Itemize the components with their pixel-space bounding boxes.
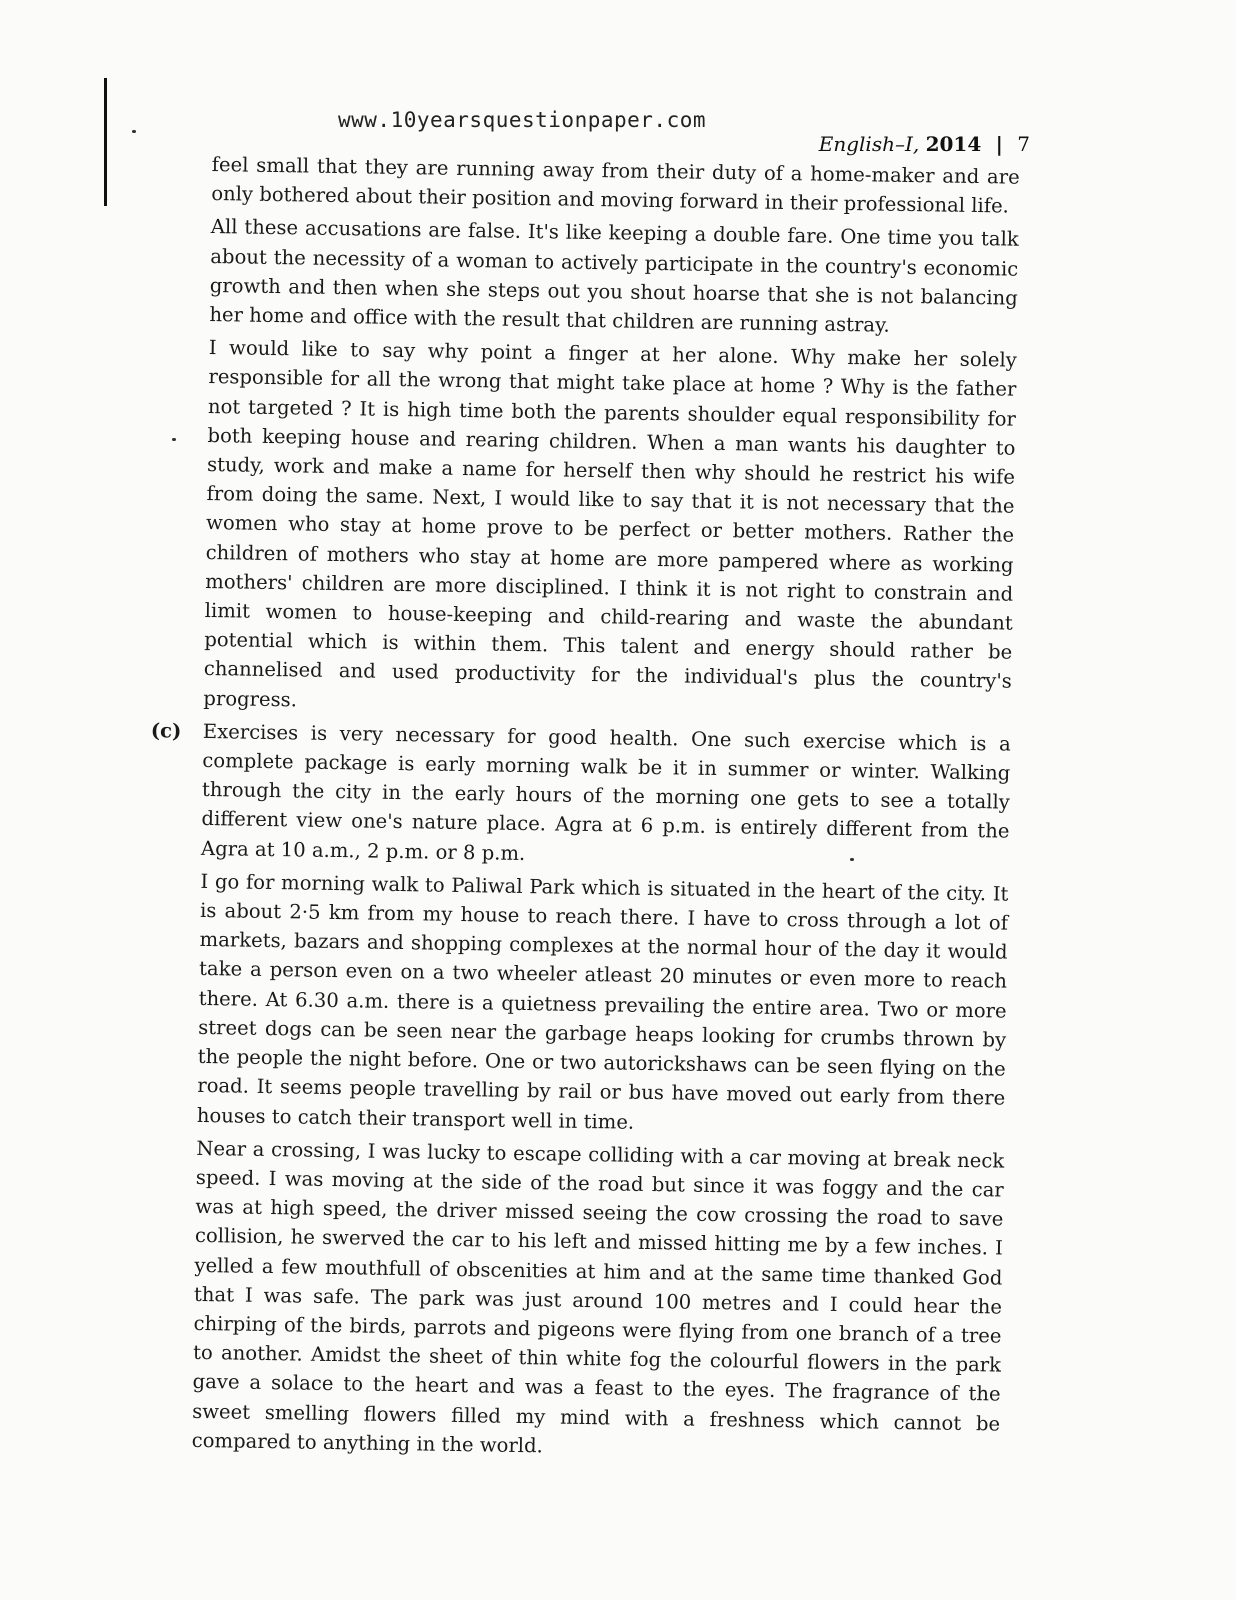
watermark-url: www.10yearsquestionpaper.com [338, 108, 707, 132]
scan-speck [172, 438, 176, 441]
body-paragraph: Exercises is very necessary for good health. One such exercise which is a complete package is early morning walk be it in summer or winter. Walking through the city in the early hours of the morning one gets to see a totally different view one's nature place. Agra at 6 p.m. is entirely different from the Agra at 10 a.m., 2 p.m. or 8 p.m. [200, 719, 1011, 865]
body-paragraph: All these accusations are false. It's like keeping a double fare. One time you talk about the necessity of a woman to actively participate in the country's economic growth and then when she steps out you shout hoarse that she is not balancing her home and office with the result that children are running astray. [209, 215, 1019, 337]
header-year: 2014 [925, 132, 982, 156]
body-paragraph: I go for morning walk to Paliwal Park which is situated in the heart of the city. It is about 2·5 km from my house to reach there. I have to cross through a lot of markets, bazars and shopping complexes at the normal hour of the day it would take a person even on a two wheeler atleast 20 minutes or even more to reach there. At 6.30 a.m. there is a quietness prevailing the entire area. Two or more street dogs can be seen near the garbage heaps looking for crumbs thrown by the people the night before. One or two autorickshaws can be seen flying on the road. It seems people travelling by rail or bus have moved out early from there houses to catch their transport well in time. [196, 869, 1009, 1134]
header-separator: | [995, 132, 1003, 156]
body-paragraph: Near a crossing, I was lucky to escape colliding with a car moving at break neck speed. I was moving at the side of the road but since it was foggy and the car was at high speed, the driver missed seeing the cow crossing the road to save collision, he swerved the car to his left and missed hitting me by a few inches. I yelled a few mouthfull of obscenities at him and at the same time thanked God that I was safe. The park was just around 100 metres and I could hear the chirping of the birds, parrots and pigeons were flying from one branch of a tree to another. Amidst the sheet of thin white fog the colourful flowers in the park gave a solace to the heart and was a feast to the eyes. The fragrance of the sweet smelling flowers filled my mind with a freshness which cannot be compared to anything in the world. [191, 1136, 1005, 1458]
running-header [819, 132, 1030, 156]
answer-label: (c) [150, 718, 182, 743]
body-paragraph: feel small that they are running away from their duty of a home-maker and are only bothered about their position and moving forward in their professional life. [211, 152, 1020, 218]
body-paragraph: I would like to say why point a finger at her alone. Why make her solely responsible for all the wrong that might take place at home ? Why is the father not targeted ? It is high time both the parents shoulder equal responsibility for both keeping house and rearing children. When a man wants his daughter to study, work and make a name for herself then why should he restrict his wife from doing the same. Next, I would like to say that it is not necessary that the women who stay at home prove to be perfect or better mothers. Rather the children of mothers who stay at home are more pampered where as working mothers' children are more disciplined. I think it is not right to constrain and limit women to house-keeping and child-rearing and waste the abundant potential which is within them. This talent and energy should rather be channelised and used productivity for the individual's plus the country's progress. [203, 336, 1017, 712]
answer-c [150, 717, 1011, 1468]
page-number: 7 [1017, 132, 1030, 156]
page-body [150, 150, 1020, 1471]
header-book-title: English–I, [818, 132, 920, 156]
scan-speck [132, 130, 136, 133]
margin-rule [104, 78, 107, 206]
